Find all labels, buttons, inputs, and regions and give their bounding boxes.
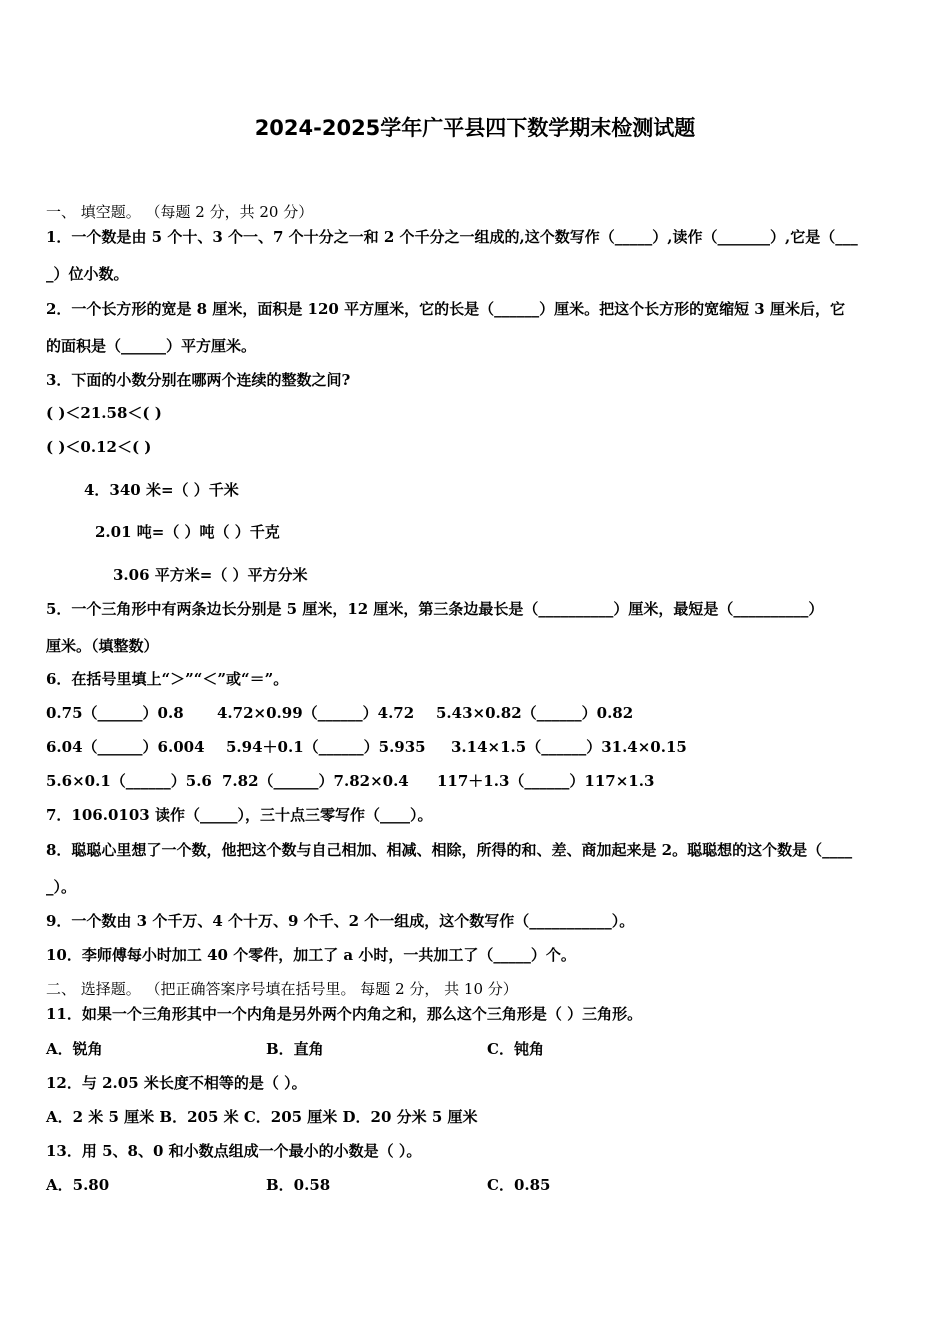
q6-item: 0.75（______）0.8 bbox=[46, 704, 184, 722]
question-2-line-2: 的面积是（______）平方厘米。 bbox=[46, 337, 257, 355]
q11-option-c: C．钝角 bbox=[487, 1040, 544, 1058]
q13-option-b: B．0.58 bbox=[266, 1176, 331, 1194]
question-10: 10．李师傅每小时加工 40 个零件，加工了 a 小时，一共加工了（_____）个。 bbox=[46, 946, 576, 964]
question-7: 7．106.0103 读作（_____），三十点三零写作（____）。 bbox=[46, 806, 433, 824]
question-4-line-1: 4．340 米=（ ）千米 bbox=[84, 481, 239, 499]
q6-item: 7.82（______）7.82×0.4 bbox=[222, 772, 409, 790]
q13-option-a: A．5.80 bbox=[46, 1176, 110, 1194]
section-2-heading: 二、 选择题。 （把正确答案序号填在括号里。 每题 2 分， 共 10 分） bbox=[46, 980, 518, 998]
section-1-heading: 一、 填空题。 （每题 2 分，共 20 分） bbox=[46, 203, 314, 221]
question-4-line-2: 2.01 吨=（ ）吨（ ）千克 bbox=[95, 523, 280, 541]
q6-item: 4.72×0.99（______）4.72 bbox=[217, 704, 415, 722]
q6-item: 3.14×1.5（______）31.4×0.15 bbox=[451, 738, 687, 756]
q11-option-b: B．直角 bbox=[266, 1040, 324, 1058]
q6-item: 5.6×0.1（______）5.6 bbox=[46, 772, 212, 790]
q6-item: 5.94＋0.1（______）5.935 bbox=[226, 738, 426, 756]
question-5-line-2: 厘米。（填整数） bbox=[46, 637, 159, 655]
question-9: 9．一个数由 3 个千万、4 个十万、9 个千、2 个一组成，这个数写作（___________）。 bbox=[46, 912, 635, 930]
question-5-line-1: 5．一个三角形中有两条边长分别是 5 厘米，12 厘米，第三条边最长是（__________）厘米，最短是（__________） bbox=[46, 600, 824, 618]
question-3-line-1: ( )＜21.58＜( ) bbox=[46, 404, 162, 422]
q13-option-c: C．0.85 bbox=[487, 1176, 551, 1194]
question-8-line-1: 8．聪聪心里想了一个数，他把这个数与自己相加、相减、相除，所得的和、差、商加起来是 2。聪聪想的这个数是（____ bbox=[46, 841, 853, 859]
question-12: 12．与 2.05 米长度不相等的是（ ）。 bbox=[46, 1074, 307, 1092]
question-3-line-2: ( )＜0.12＜( ) bbox=[46, 438, 152, 456]
question-13: 13．用 5、8、0 和小数点组成一个最小的小数是（ ）。 bbox=[46, 1142, 422, 1160]
question-1-line-1: 1．一个数是由 5 个十、3 个一、7 个十分之一和 2 个千分之一组成的,这个数写作（_____）,读作（_______）,它是（___ bbox=[46, 228, 858, 246]
q12-options: A．2 米 5 厘米 B．205 米 C．205 厘米 D．20 分米 5 厘米 bbox=[46, 1108, 478, 1126]
question-11: 11．如果一个三角形其中一个内角是另外两个内角之和，那么这个三角形是（ ）三角形。 bbox=[46, 1005, 643, 1023]
question-4-line-3: 3.06 平方米=（ ）平方分米 bbox=[113, 566, 308, 584]
q6-item: 6.04（______）6.004 bbox=[46, 738, 205, 756]
q11-option-a: A．锐角 bbox=[46, 1040, 103, 1058]
question-6: 6．在括号里填上“＞”“＜”或“＝”。 bbox=[46, 670, 289, 688]
page-title: 2024-2025学年广平县四下数学期末检测试题 bbox=[254, 116, 696, 140]
question-2-line-1: 2．一个长方形的宽是 8 厘米，面积是 120 平方厘米，它的长是（______）厘米。把这个长方形的宽缩短 3 厘米后，它 bbox=[46, 300, 845, 318]
q6-item: 117＋1.3（______）117×1.3 bbox=[437, 772, 655, 790]
question-8-line-2: _）。 bbox=[46, 878, 77, 896]
question-1-line-2: _）位小数。 bbox=[46, 265, 129, 283]
question-3: 3．下面的小数分别在哪两个连续的整数之间? bbox=[46, 371, 351, 389]
q6-item: 5.43×0.82（______）0.82 bbox=[436, 704, 634, 722]
